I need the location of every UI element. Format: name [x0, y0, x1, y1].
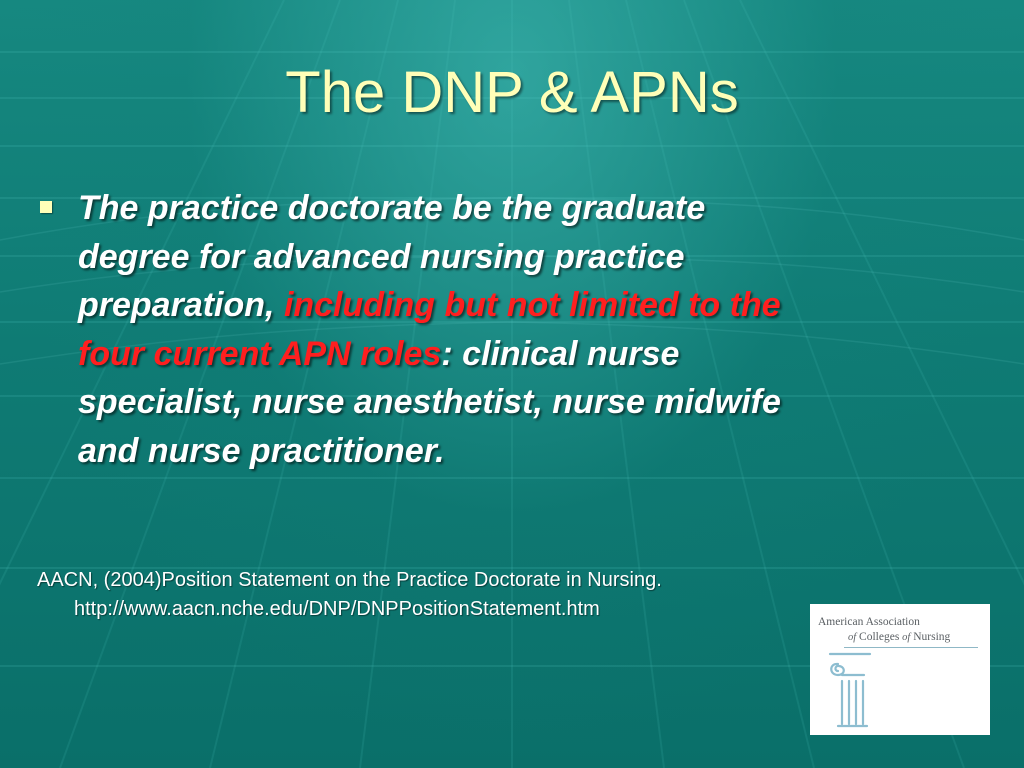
- citation-url[interactable]: http://www.aacn.nche.edu/DNP/DNPPositionStatement.htm: [74, 598, 600, 620]
- square-bullet-icon: [40, 201, 52, 213]
- logo-colleges: Colleges: [859, 631, 900, 643]
- aacn-logo: [810, 604, 990, 735]
- slide-title: The DNP & APNs: [285, 60, 739, 125]
- highlighted-phrase: including but not limited to the four current APN roles: [78, 286, 781, 373]
- logo-title-line-1: American Association: [818, 616, 920, 628]
- logo-title-line-2: [848, 631, 950, 643]
- ionic-column-icon: [822, 650, 877, 730]
- bullet-text-part-1: The practice doctorate be the graduate degree for advanced nursing practice preparation,: [78, 189, 706, 324]
- bullet-text-part-2: : clinical nurse specialist, nurse anesthetist, nurse midwife and nurse practitioner.: [78, 334, 781, 470]
- logo-of-1: of: [848, 632, 857, 643]
- bullet-text: [78, 184, 783, 475]
- citation-line-1: AACN, (2004)Position Statement on the Practice Doctorate in Nursing.: [37, 569, 662, 591]
- logo-of-2: of: [902, 632, 911, 643]
- logo-nursing: Nursing: [913, 631, 951, 643]
- citation: [37, 566, 797, 624]
- logo-rule: [844, 647, 978, 648]
